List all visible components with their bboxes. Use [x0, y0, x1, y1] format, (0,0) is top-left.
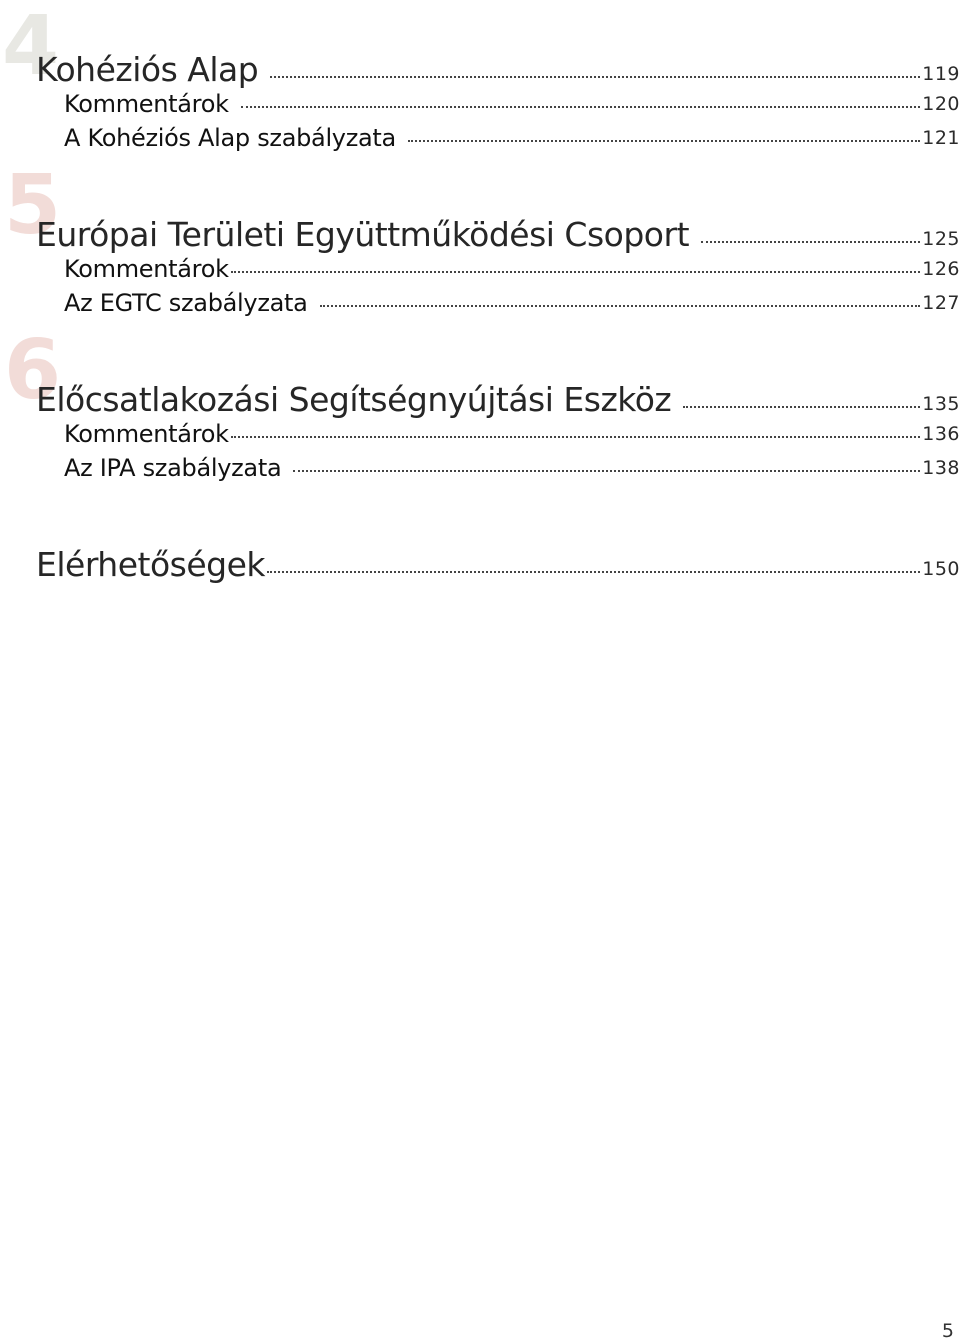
subentry-title: A Kohéziós Alap szabályzata: [64, 124, 396, 152]
dot-leader: [320, 305, 921, 307]
subentry-title: Az IPA szabályzata: [64, 454, 282, 482]
page-ref: 121: [922, 127, 960, 149]
toc-entry-chapter[interactable]: [36, 40, 960, 89]
toc-entry-sub[interactable]: [64, 84, 960, 116]
section-number: 4: [2, 0, 60, 94]
page-ref: 125: [922, 228, 960, 250]
page-ref: 120: [922, 93, 960, 115]
dot-leader: [293, 470, 920, 472]
toc-entry-contacts[interactable]: [36, 535, 960, 584]
page-ref: 138: [922, 457, 960, 479]
dot-leader: [270, 76, 920, 78]
toc-entry-sub[interactable]: [64, 414, 960, 446]
toc-entry-chapter[interactable]: [36, 205, 960, 254]
dot-leader: [231, 271, 921, 273]
subentry-title: Kommentárok: [64, 420, 229, 448]
section-number: 5: [4, 158, 62, 253]
dot-leader: [683, 406, 920, 408]
dot-leader: [408, 140, 920, 142]
toc-entry-sub[interactable]: [64, 448, 960, 480]
dot-leader: [231, 436, 921, 438]
page-ref: 126: [922, 258, 960, 280]
chapter-title: Előcsatlakozási Segítségnyújtási Eszköz: [36, 380, 672, 419]
footer-page-number: 5: [941, 1320, 954, 1342]
page-ref: 136: [922, 423, 960, 445]
toc-entry-sub[interactable]: [64, 118, 960, 150]
contacts-title: Elérhetőségek: [36, 545, 266, 584]
toc-entry-sub[interactable]: [64, 249, 960, 281]
subentry-title: Kommentárok: [64, 90, 229, 118]
chapter-title: Európai Területi Együttműködési Csoport: [36, 215, 690, 254]
page-ref: 127: [922, 292, 960, 314]
page-ref: 135: [922, 393, 960, 415]
dot-leader: [701, 241, 920, 243]
page-ref: 119: [922, 63, 960, 85]
dot-leader: [267, 571, 920, 573]
toc-entry-sub[interactable]: [64, 283, 960, 315]
subentry-title: Kommentárok: [64, 255, 229, 283]
dot-leader: [241, 106, 921, 108]
toc-entry-chapter[interactable]: [36, 370, 960, 419]
subentry-title: Az EGTC szabályzata: [64, 289, 308, 317]
page-ref: 150: [922, 558, 960, 580]
section-number: 6: [4, 323, 62, 418]
chapter-title: Kohéziós Alap: [36, 50, 259, 89]
